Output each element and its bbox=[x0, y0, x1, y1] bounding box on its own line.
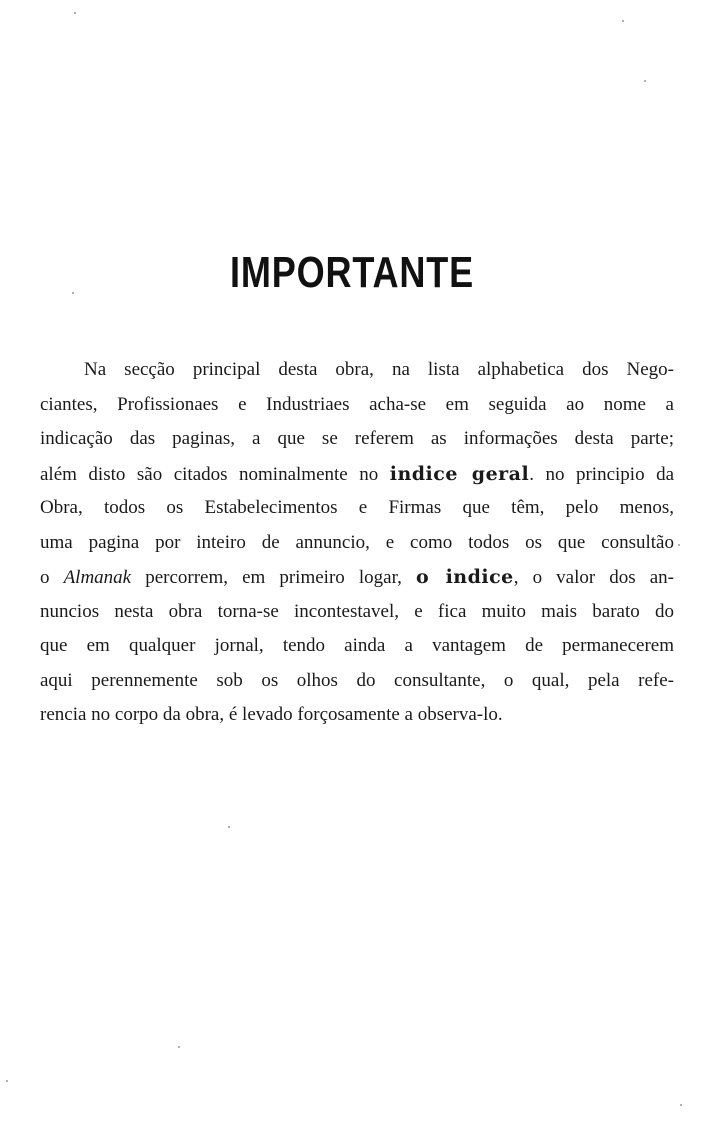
text-segment: o bbox=[40, 567, 64, 588]
scan-speck bbox=[644, 80, 646, 82]
scan-speck bbox=[178, 1046, 180, 1048]
page-title: IMPORTANTE bbox=[229, 248, 475, 297]
almanak-italic: Almanak bbox=[63, 567, 132, 588]
text-line: uma pagina por inteiro de annuncio, e como todos os que consultão bbox=[40, 531, 674, 553]
text-line: Na secção principal desta obra, na lista alphabetica dos Nego- bbox=[84, 359, 674, 380]
body-paragraph bbox=[40, 353, 674, 733]
text-line: que em qualquer jornal, tendo ainda a vantagem de permanecerem bbox=[40, 635, 674, 656]
text-line: Obra, todos os Estabelecimentos e Firmas que têm, pelo menos, bbox=[40, 497, 674, 518]
scan-speck bbox=[228, 826, 230, 828]
scan-speck bbox=[678, 544, 680, 546]
text-line bbox=[40, 457, 674, 492]
text-line: rencia no corpo da obra, é levado forçosamente a observa-lo. bbox=[40, 704, 503, 725]
indice-geral-emphasis: indice geral bbox=[389, 462, 530, 485]
text-line: aqui perennemente sob os olhos do consultante, o qual, pela refe- bbox=[40, 669, 674, 691]
text-line: nuncios nesta obra torna-se incontestavel, e fica muito mais barato do bbox=[40, 600, 674, 622]
text-line bbox=[40, 560, 674, 595]
text-segment: percorrem, em primeiro logar, bbox=[131, 567, 416, 588]
scan-speck bbox=[6, 1080, 8, 1082]
scan-speck bbox=[74, 12, 76, 14]
text-line: indicação das paginas, a que se referem as informações desta parte; bbox=[40, 428, 674, 449]
text-segment: além disto são citados nominalmente no bbox=[40, 463, 390, 485]
indice-emphasis: o indice bbox=[415, 566, 514, 588]
scan-speck bbox=[680, 1104, 682, 1106]
text-segment: , o valor dos an- bbox=[513, 567, 674, 588]
scan-speck bbox=[622, 20, 624, 22]
text-line: ciantes, Profissionaes e Industriaes acha-se em seguida ao nome a bbox=[40, 393, 674, 415]
text-segment: . no principio da bbox=[529, 463, 674, 485]
